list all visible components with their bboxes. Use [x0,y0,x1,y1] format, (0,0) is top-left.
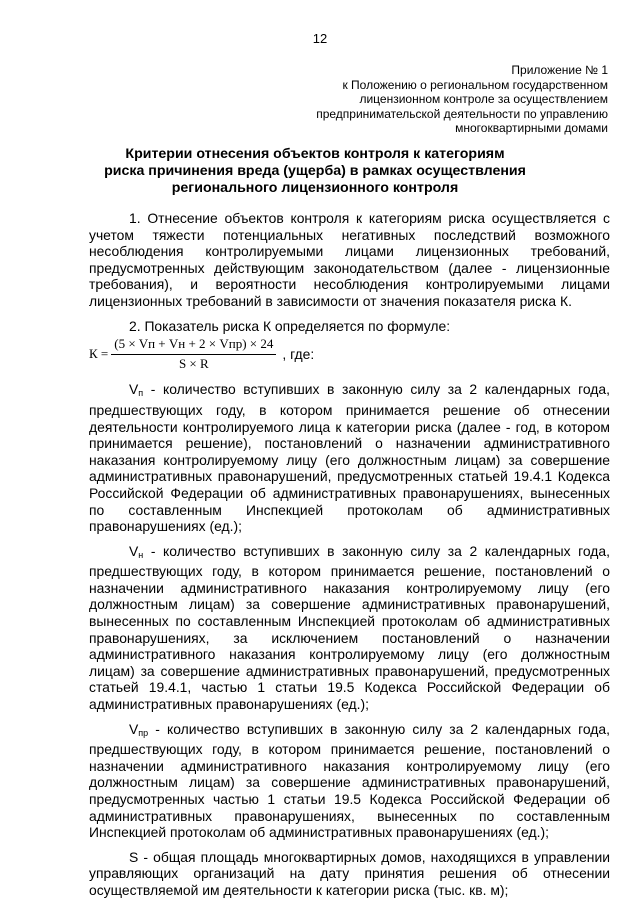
formula-lhs: К = [89,345,109,361]
paragraph-1: 1. Отнесение объектов контроля к категориям риска осуществляется с учетом тяжести потенциальных негативных последствий возможного несоблюдения контролируемыми лицами лицензионных требований, предусмотренных действующим законодательством (далее - лицензионные требования), и вероятности несоблюдения контролируемыми лицами лицензионных требований в зависимости от значения показателя риска К. [89,210,610,309]
definition-symbol: V [129,720,139,737]
title-line: риска причинения вреда (ущерба) в рамках осуществления [104,163,526,179]
appendix-line: предпринимательской деятельности по управлению [316,106,608,121]
definition-subscript: п [138,388,144,399]
formula-numerator: (5 × Vп + Vн + 2 × Vпр) × 24 [111,336,276,355]
appendix-line: лицензионном контроле за осуществлением [359,92,608,106]
definition-vp [89,381,610,534]
definition-vn [89,543,610,713]
definition-symbol: V [129,381,139,398]
definition-text: - количество вступивших в законную силу за 2 календарных года, предшествующих году, в котором принимается решение об отнесении деятельности контролируемого лица к категории риска (далее - год, в котором принимается решение), постановлений о назначении административного наказания контролируемому лицу (его должностным лицам) за совершение административных правонарушений, предусмотренных статьей 19.4.1 Кодекса Российской Федерации об административных правонарушениях, вынесенных по составленным Инспекцией протоколам об административных правонарушениях (ед.); [89,381,610,535]
definition-symbol: V [129,542,139,559]
appendix-line: многоквартирными домами [455,121,608,135]
risk-formula [89,336,610,372]
definition-vpr [89,721,610,841]
definition-text: - общая площадь многоквартирных домов, находящихся в управлении управляющих организаций на дату принятия решения об отнесении осуществляемой им деятельности к категории риска (тыс. кв. м); [89,848,610,898]
formula-suffix: , где: [282,345,315,362]
document-body [89,210,610,899]
definition-subscript: н [138,549,144,560]
formula-fraction [111,336,276,372]
page-number: 12 [312,31,328,46]
appendix-line: Приложение № 1 [511,63,608,77]
formula-denominator: S × R [178,355,209,371]
definition-symbol: S [129,848,139,865]
appendix-header [316,63,608,136]
definition-s [89,849,610,899]
definition-subscript: пр [138,727,149,738]
formula-expression [89,336,276,372]
definition-text: - количество вступивших в законную силу за 2 календарных года, предшествующих году, в котором принимается решение, постановлений о назначении административного наказания контролируемому лицу (его должностным лицам) за совершение административных правонарушений, предусмотренных частью 1 статьи 19.5 Кодекса Российской Федерации об административных правонарушениях, вынесенных по составленным Инспекцией протоколам об административных правонарушениях (ед.); [89,720,610,841]
title-line: Критерии отнесения объектов контроля к категориям [125,146,505,162]
title-line: регионального лицензионного контроля [171,180,459,196]
definition-text: - количество вступивших в законную силу за 2 календарных года, предшествующих году, в котором принимается решение, постановлений о назначении административного наказания контролируемому лицу (его должностным лицам) за совершение административных правонарушений, вынесенных по составленным Инспекцией протоколам об административных правонарушениях, за исключением постановлений о назначении административного наказания контролируемому лицу (его должностным лицам) за совершение административных правонарушений, предусмотренных статьей 19.4.1, частью 1 статьи 19.5 Кодекса Российской Федерации об административных правонарушениях (ед.); [89,542,610,713]
appendix-line: к Положению о региональном государственном [342,77,608,92]
document-title [60,146,570,197]
paragraph-2: 2. Показатель риска К определяется по формуле: [129,317,451,334]
